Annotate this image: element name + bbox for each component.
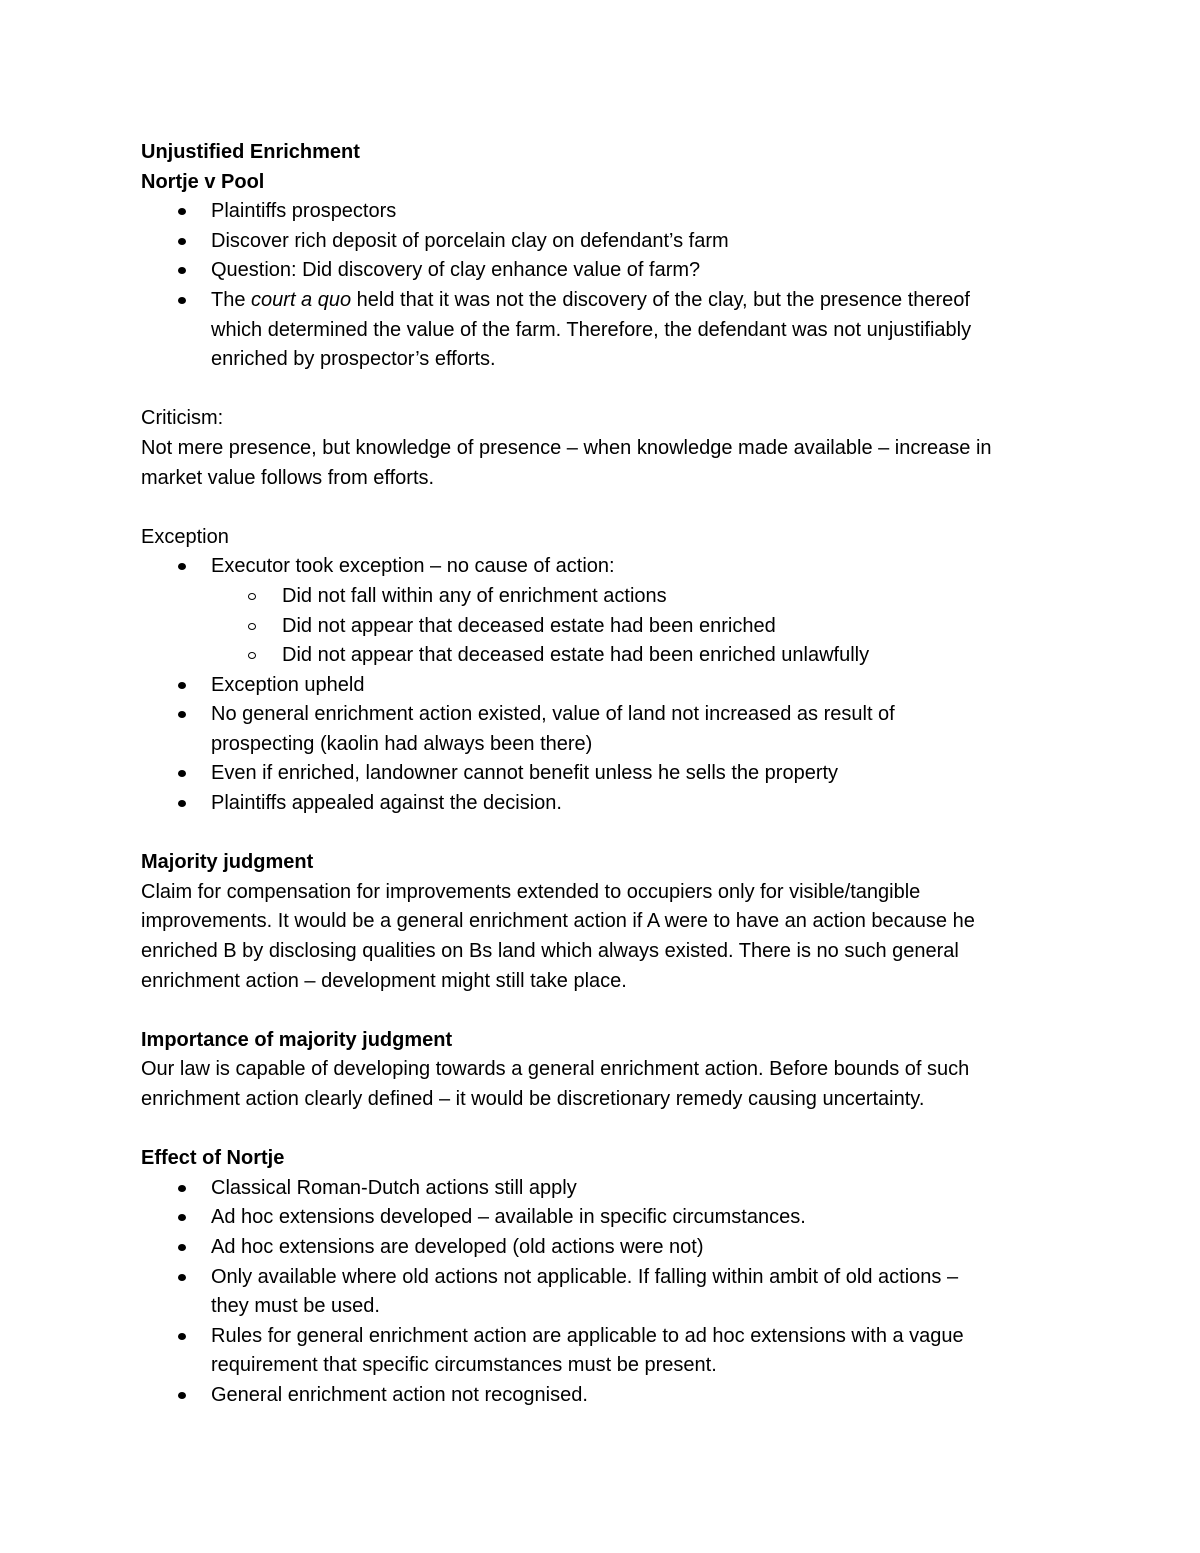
- list-item-line: Rules for general enrichment action are applicable to ad hoc extensions with a vague: [211, 1324, 964, 1347]
- list-item: Executor took exception – no cause of action:: [141, 552, 1081, 582]
- list-item: Exception upheld: [141, 671, 1081, 701]
- document-page: [141, 138, 1081, 1411]
- list-item: Even if enriched, landowner cannot benefit unless he sells the property: [141, 759, 1081, 789]
- majority-line: enrichment action – development might still take place.: [141, 969, 627, 992]
- importance-heading: Importance of majority judgment: [141, 1028, 453, 1051]
- list-item: Ad hoc extensions are developed (old actions were not): [141, 1233, 1081, 1263]
- sub-list-item: Did not fall within any of enrichment actions: [141, 582, 1081, 612]
- list-item: Classical Roman-Dutch actions still apply: [141, 1174, 1081, 1204]
- list-item: [141, 1322, 1081, 1381]
- case-heading: Nortje v Pool: [141, 170, 265, 193]
- criticism-line: Not mere presence, but knowledge of presence – when knowledge made available – increase in: [141, 436, 992, 459]
- document-title: Unjustified Enrichment: [141, 141, 360, 163]
- list-item: Ad hoc extensions developed – available in specific circumstances.: [141, 1203, 1081, 1233]
- list-item: General enrichment action not recognised.: [141, 1381, 1081, 1411]
- effect-list: [141, 1174, 1081, 1411]
- sub-list-item: Did not appear that deceased estate had been enriched: [141, 612, 1081, 642]
- list-item-line: requirement that specific circumstances must be present.: [211, 1354, 717, 1377]
- court-italic: court a quo: [251, 288, 352, 311]
- exception-heading: Exception: [141, 525, 229, 548]
- court-prefix: The: [211, 288, 252, 311]
- list-item: [141, 1263, 1081, 1322]
- majority-heading: Majority judgment: [141, 851, 314, 874]
- court-line1: held that it was not the discovery of the clay, but the presence thereof: [351, 288, 970, 311]
- effect-heading: Effect of Nortje: [141, 1147, 285, 1170]
- criticism-heading: Criticism:: [141, 407, 224, 430]
- court-line3: enriched by prospector’s efforts.: [211, 348, 496, 371]
- list-item: Discover rich deposit of porcelain clay on defendant’s farm: [141, 227, 1081, 257]
- majority-line: enriched B by disclosing qualities on Bs land which always existed. There is no such general: [141, 940, 959, 963]
- exception-sublist: [141, 582, 1081, 671]
- list-item: Plaintiffs prospectors: [141, 197, 1081, 227]
- exception-list: [141, 552, 1081, 582]
- list-item: Plaintiffs appealed against the decision.: [141, 789, 1081, 819]
- sub-list-item: Did not appear that deceased estate had been enriched unlawfully: [141, 641, 1081, 671]
- list-item: [141, 700, 1081, 759]
- majority-line: improvements. It would be a general enrichment action if A were to have an action because he: [141, 910, 975, 933]
- exception-list-cont: [141, 671, 1081, 819]
- list-item: Question: Did discovery of clay enhance value of farm?: [141, 256, 1081, 286]
- list-item-line: No general enrichment action existed, value of land not increased as result of: [211, 703, 895, 726]
- facts-list: [141, 197, 1081, 375]
- majority-line: Claim for compensation for improvements extended to occupiers only for visible/tangible: [141, 880, 921, 903]
- list-item-line: they must be used.: [211, 1295, 380, 1318]
- importance-line: enrichment action clearly defined – it would be discretionary remedy causing uncertainty.: [141, 1088, 925, 1110]
- court-line2: which determined the value of the farm. Therefore, the defendant was not unjustifiably: [211, 318, 972, 341]
- criticism-line: market value follows from efforts.: [141, 466, 435, 489]
- list-item-court-a-quo: [141, 286, 1081, 375]
- list-item-line: prospecting (kaolin had always been there): [211, 732, 593, 755]
- list-item-line: Only available where old actions not applicable. If falling within ambit of old actions –: [211, 1265, 959, 1288]
- importance-line: Our law is capable of developing towards a general enrichment action. Before bounds of such: [141, 1058, 970, 1081]
